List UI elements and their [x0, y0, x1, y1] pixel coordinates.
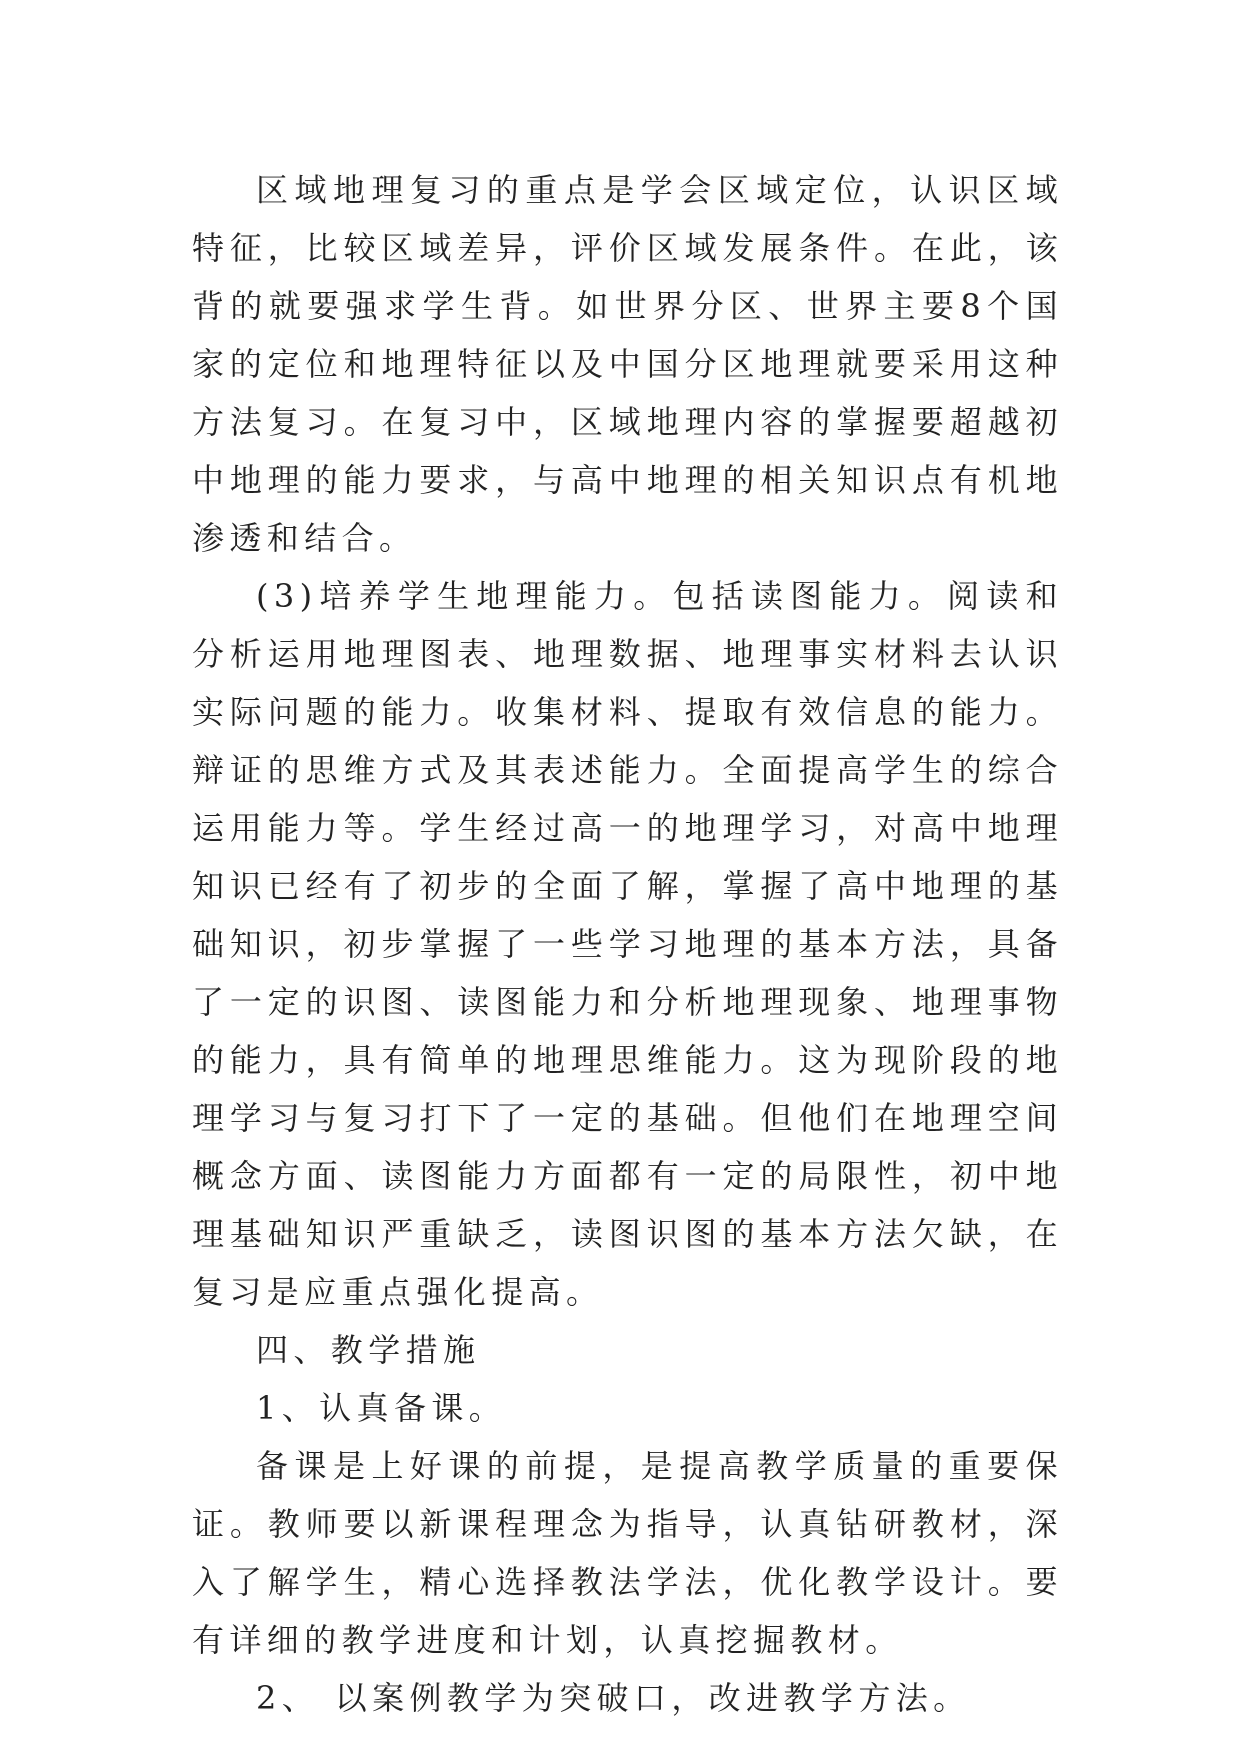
section-heading-teaching-measures: 四、教学措施: [256, 1331, 481, 1369]
paragraph-geography-ability: (3)培养学生地理能力。包括读图能力。阅读和分析运用地理图表、地理数据、地理事实材料去认识实际问题的能力。收集材料、提取有效信息的能力。辩证的思维方式及其表述能力。全面提高学生的综合运用能力等。学生经过高一的地理学习，对高中地理知识已经有了初步的全面了解，掌握了高中地理的基础知识，初步掌握了一些学习地理的基本方法，具备了一定的识图、读图能力和分析地理现象、地理事物的能力，具有简单的地理思维能力。这为现阶段的地理学习与复习打下了一定的基础。但他们在地理空间概念方面、读图能力方面都有一定的局限性，初中地理基础知识严重缺乏，读图识图的基本方法欠缺，在复习是应重点强化提高。: [192, 577, 1063, 1311]
paragraph-lesson-preparation: 备课是上好课的前提，是提高教学质量的重要保证。教师要以新课程理念为指导，认真钻研教材，深入了解学生，精心选择教法学法，优化教学设计。要有详细的教学进度和计划，认真挖掘教材。: [192, 1447, 1063, 1659]
paragraph-regional-geography-review: 区域地理复习的重点是学会区域定位，认识区域特征，比较区域差异，评价区域发展条件。在此，该背的就要强求学生背。如世界分区、世界主要8个国家的定位和地理特征以及中国分区地理就要采用这种方法复习。在复习中，区域地理内容的掌握要超越初中地理的能力要求，与高中地理的相关知识点有机地渗透和结合。: [192, 171, 1063, 557]
item-heading-case-teaching: 2、 以案例教学为突破口，改进教学方法。: [256, 1679, 971, 1717]
item-heading-lesson-preparation: 1、认真备课。: [256, 1389, 507, 1427]
